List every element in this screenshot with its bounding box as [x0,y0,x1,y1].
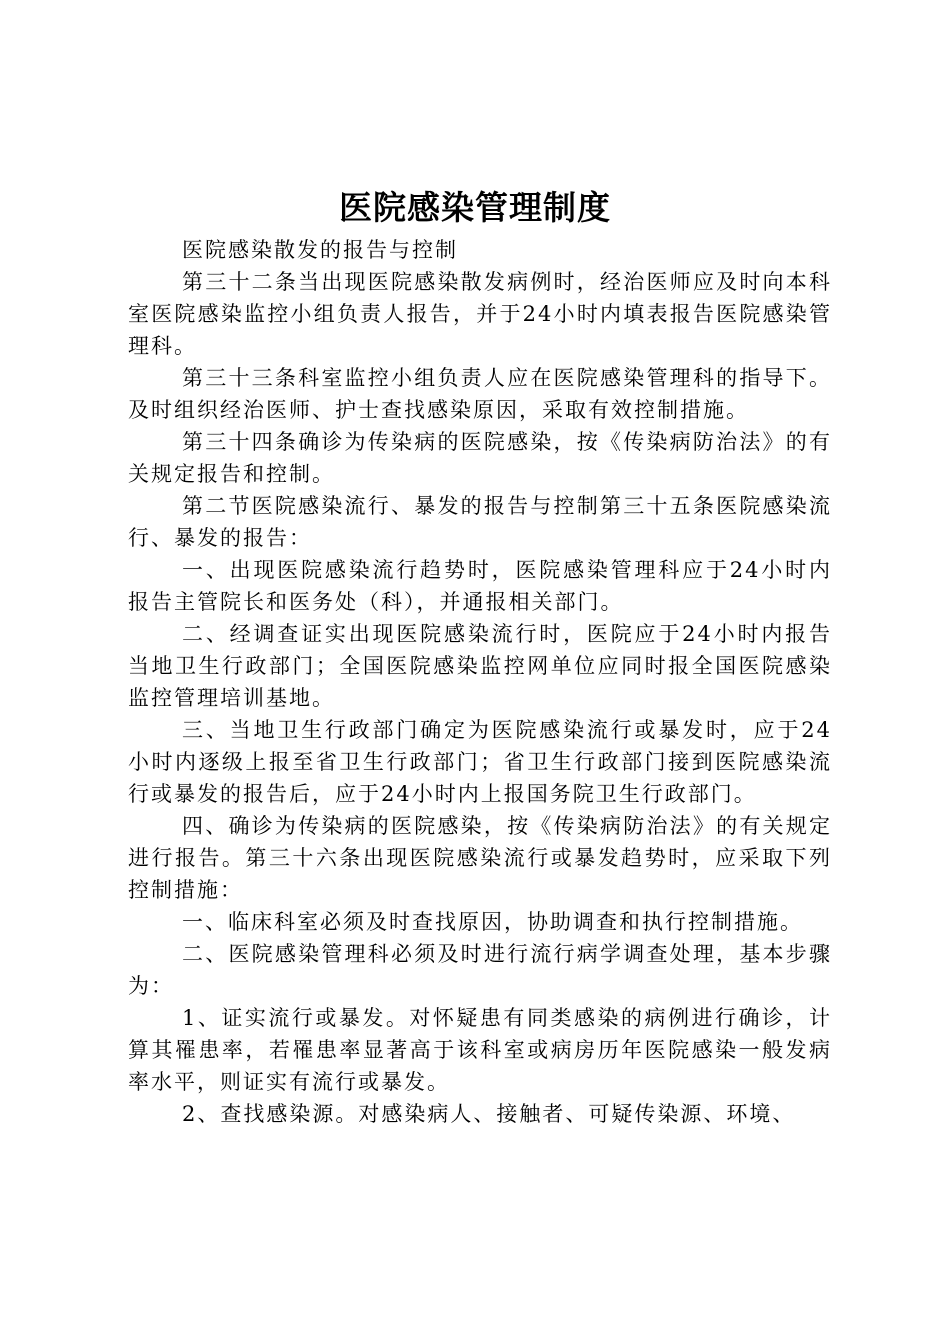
document-body [128,234,832,1130]
document-title: 医院感染管理制度 [339,188,611,227]
paragraph-article-34: 第三十四条确诊为传染病的医院感染，按《传染病防治法》的有关规定报告和控制。 [128,430,832,486]
paragraph-control-2: 二、医院感染管理科必须及时进行流行病学调查处理，基本步骤为： [128,942,832,998]
paragraph-item-2: 二、经调查证实出现医院感染流行时，医院应于24小时内报告当地卫生行政部门；全国医院感染监控网单位应同时报全国医院感染监控管理培训基地。 [128,622,832,710]
paragraph-article-33: 第三十三条科室监控小组负责人应在医院感染管理科的指导下。及时组织经治医师、护士查找感染原因，采取有效控制措施。 [128,366,832,422]
paragraph-step-1: 1、证实流行或暴发。对怀疑患有同类感染的病例进行确诊，计算其罹患率，若罹患率显著高于该科室或病房历年医院感染一般发病率水平，则证实有流行或暴发。 [128,1006,832,1094]
paragraph-section-2: 第二节医院感染流行、暴发的报告与控制第三十五条医院感染流行、暴发的报告： [128,494,832,550]
paragraph-item-4: 四、确诊为传染病的医院感染，按《传染病防治法》的有关规定进行报告。第三十六条出现医院感染流行或暴发趋势时，应采取下列控制措施： [128,814,832,902]
paragraph-item-3: 三、当地卫生行政部门确定为医院感染流行或暴发时，应于24小时内逐级上报至省卫生行政部门；省卫生行政部门接到医院感染流行或暴发的报告后，应于24小时内上报国务院卫生行政部门。 [128,718,832,806]
paragraph-step-2: 2、查找感染源。对感染病人、接触者、可疑传染源、环境、 [182,1102,796,1126]
section-subheading: 医院感染散发的报告与控制 [182,238,458,262]
paragraph-article-32: 第三十二条当出现医院感染散发病例时，经治医师应及时向本科室医院感染监控小组负责人报告，并于24小时内填表报告医院感染管理科。 [128,270,832,358]
paragraph-item-1: 一、出现医院感染流行趋势时，医院感染管理科应于24小时内报告主管院长和医务处（科），并通报相关部门。 [128,558,832,614]
paragraph-control-1: 一、临床科室必须及时查找原因，协助调查和执行控制措施。 [182,910,803,934]
